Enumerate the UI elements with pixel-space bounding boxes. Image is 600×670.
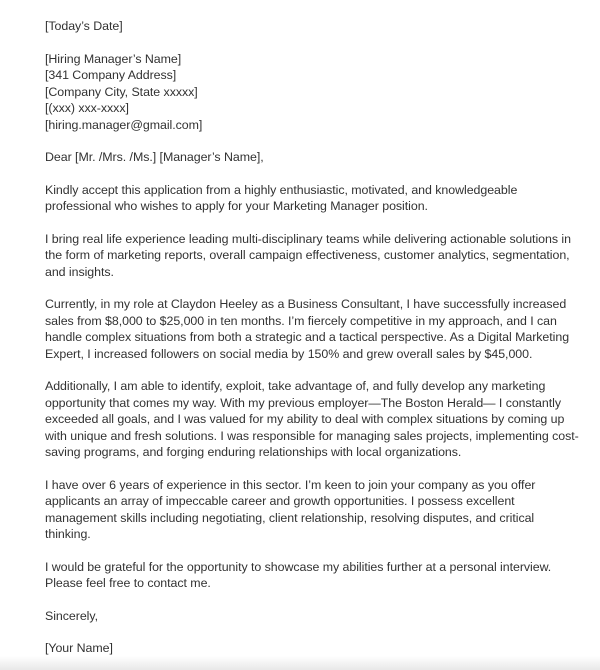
body-paragraph-experience-summary: I bring real life experience leading multi-disciplinary teams while delivering actionable solutions in the form of marketing reports, overall campaign effectiveness, customer analytics, segmentation, and insights. (45, 231, 571, 279)
body-paragraph-call-to-action: I would be grateful for the opportunity to showcase my abilities further at a personal interview. Please feel free to contact me. (45, 559, 552, 590)
cover-letter-body (45, 18, 583, 657)
body-paragraph-intro: Kindly accept this application from a highly enthusiastic, motivated, and knowledgeable professional who wishes to apply for your Marketing Manager position. (45, 182, 518, 213)
recipient-phone-placeholder: [(xxx) xxx-xxxx] (45, 101, 129, 115)
page-bottom-fade (0, 656, 600, 670)
body-paragraph-previous-employer: Additionally, I am able to identify, exploit, take advantage of, and fully develop any marketing opportunity that comes my way. With my previous employer—The Boston Herald— I constantly exceeded all goals, and I was valued for my ability to deal with complex situations by coming up with unique and fresh solutions. I was responsible for managing sales projects, implementing cost-saving programs, and forging enduring relationships with local organizations. (45, 379, 579, 459)
recipient-name-placeholder: [Hiring Manager’s Name] (45, 51, 182, 66)
body-paragraph-skills: I have over 6 years of experience in this sector. I’m keen to join your company as you offer applicants an array of impeccable career and growth opportunities. I possess excellent management skills including negotiating, client relationship, resolving disputes, and critical thinking. (45, 477, 536, 541)
recipient-address-block (45, 51, 583, 134)
letter-date-placeholder: [Today’s Date] (45, 19, 123, 33)
signature-name-placeholder: [Your Name] (45, 641, 113, 655)
recipient-city-state-placeholder: [Company City, State xxxxx] (45, 84, 198, 99)
recipient-street-address-placeholder: [341 Company Address] (45, 68, 177, 82)
closing-line: Sincerely, (45, 608, 98, 623)
recipient-email-placeholder: [hiring.manager@gmail.com] (45, 117, 203, 132)
salutation-line: Dear [Mr. /Mrs. /Ms.] [Manager’s Name], (45, 150, 264, 164)
body-paragraph-current-role: Currently, in my role at Claydon Heeley as a Business Consultant, I have successfully increased sales from $8,000 to $25,000 in ten months. I’m fiercely competitive in my approach, and I can handle complex situations from both a strategic and a tactical perspective. As a Digital Marketing Expert, I increased followers on social media by 150% and grew overall sales by $45,000. (45, 297, 570, 361)
